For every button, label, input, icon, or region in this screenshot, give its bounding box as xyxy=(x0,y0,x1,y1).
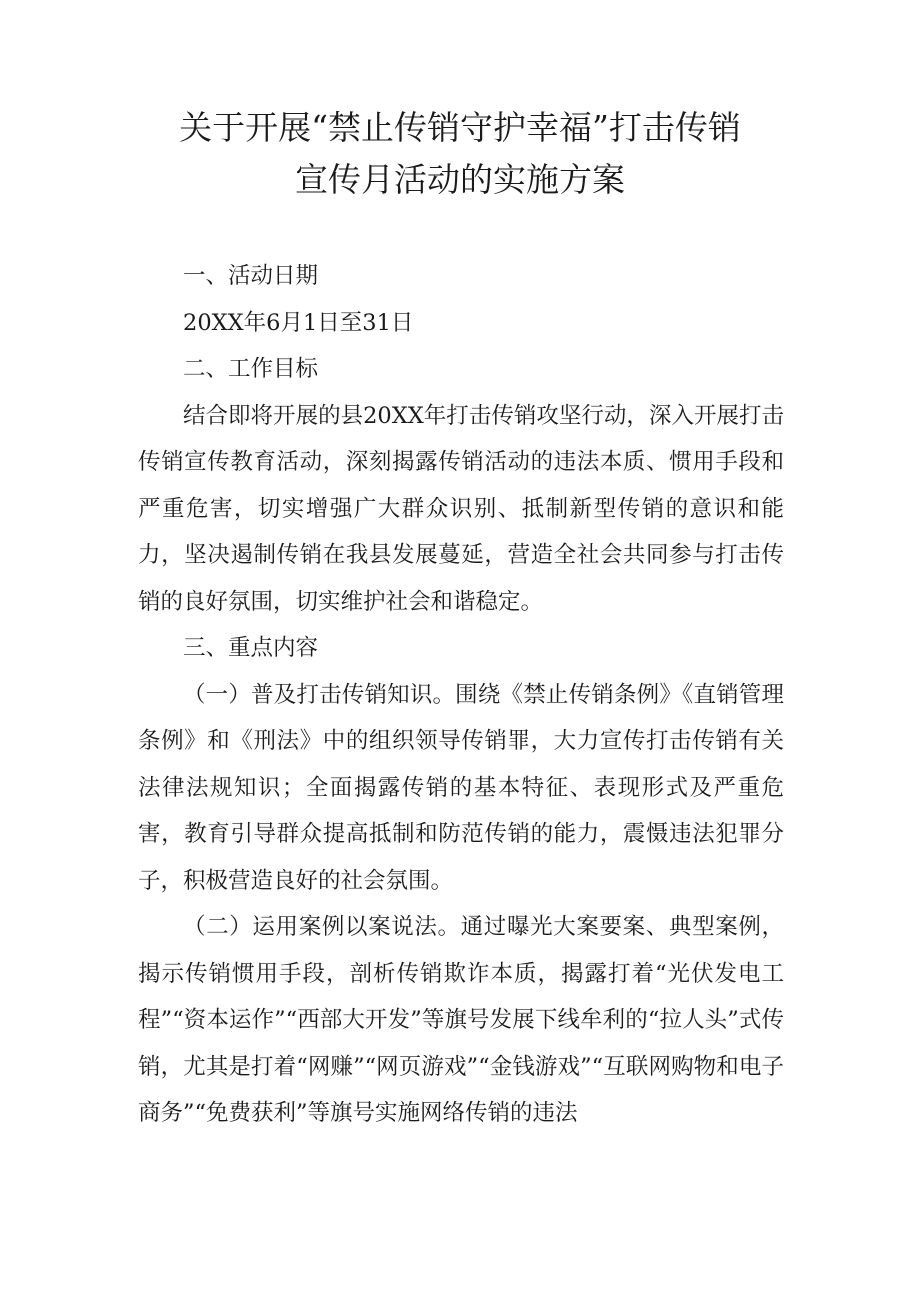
section-1-heading: 一、活动日期 xyxy=(183,263,319,289)
section-2-heading: 二、工作目标 xyxy=(183,356,319,382)
key-content-item-1: （一）普及打击传销知识。围绕《禁止传销条例》《直销管理条例》和《刑法》中的组织领导传销罪，大力宣传打击传销有关法律法规知识；全面揭露传销的基本特征、表现形式及严重危害，教育引导群众提高抵制和防范传销的能力，震慑违法犯罪分子，积极营造良好的社会氛围。 xyxy=(138,681,784,894)
work-goal-paragraph: 结合即将开展的县20XX年打击传销攻坚行动，深入开展打击传销宣传教育活动，深刻揭露传销活动的违法本质、惯用手段和严重危害，切实增强广大群众识别、抵制新型传销的意识和能力，坚决遏制传销在我县发展蔓延，营造全社会共同参与打击传销的良好氛围，切实维护社会和谐稳定。 xyxy=(138,402,784,615)
document-title-line-1: 关于开展“禁止传销守护幸福”打击传销 xyxy=(179,108,741,147)
section-3-heading: 三、重点内容 xyxy=(183,635,319,661)
key-content-item-2: （二）运用案例以案说法。通过曝光大案要案、典型案例，揭示传销惯用手段，剖析传销欺诈本质，揭露打着“光伏发电工程”“资本运作”“西部大开发”等旗号发展下线牟利的“拉人头”式传销，尤其是打着“网赚”“网页游戏”“金钱游戏”“互联网购物和电子商务”“免费获利”等旗号实施网络传销的违法 xyxy=(138,914,784,1126)
activity-date-text: 20XX年6月1日至31日 xyxy=(183,309,414,336)
document-title-line-2: 宣传月活动的实施方案 xyxy=(295,160,625,199)
document-body xyxy=(138,253,784,1137)
